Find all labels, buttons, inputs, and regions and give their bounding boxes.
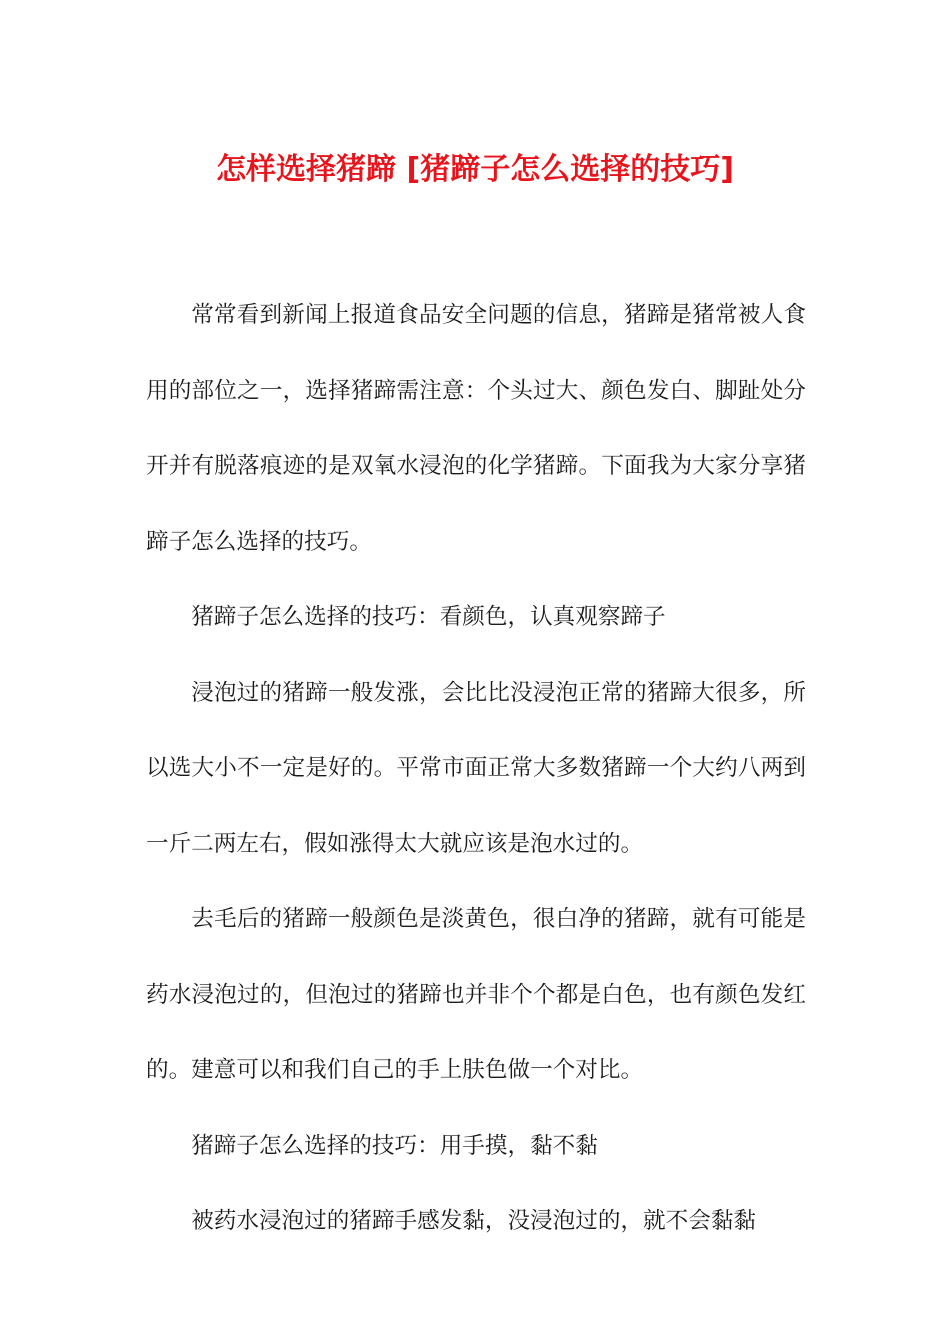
paragraph-size: 浸泡过的猪蹄一般发涨，会比比没浸泡正常的猪蹄大很多，所以选大小不一定是好的。平常市面正常大多数猪蹄一个大约八两到一斤二两左右，假如涨得太大就应该是泡水过的。	[146, 679, 806, 857]
document-body	[146, 278, 806, 1260]
paragraph-touch: 被药水浸泡过的猪蹄手感发黏，没浸泡过的，就不会黏黏	[191, 1208, 757, 1234]
paragraph-heading-touch: 猪蹄子怎么选择的技巧：用手摸，黏不黏	[191, 1132, 598, 1159]
paragraph-intro: 常常看到新闻上报道食品安全问题的信息，猪蹄是猪常被人食用的部位之一，选择猪蹄需注意：个头过大、颜色发白、脚趾处分开并有脱落痕迹的是双氧水浸泡的化学猪蹄。下面我为大家分享猪蹄子怎么选择的技巧。	[146, 302, 806, 555]
paragraph-color: 去毛后的猪蹄一般颜色是淡黄色，很白净的猪蹄，就有可能是药水浸泡过的，但泡过的猪蹄也并非个个都是白色，也有颜色发红的。建意可以和我们自己的手上肤色做一个对比。	[146, 906, 806, 1083]
document-title: 怎样选择猪蹄 [猪蹄子怎么选择的技巧]	[216, 152, 734, 187]
paragraph-heading-color: 猪蹄子怎么选择的技巧：看颜色，认真观察蹄子	[191, 604, 666, 630]
